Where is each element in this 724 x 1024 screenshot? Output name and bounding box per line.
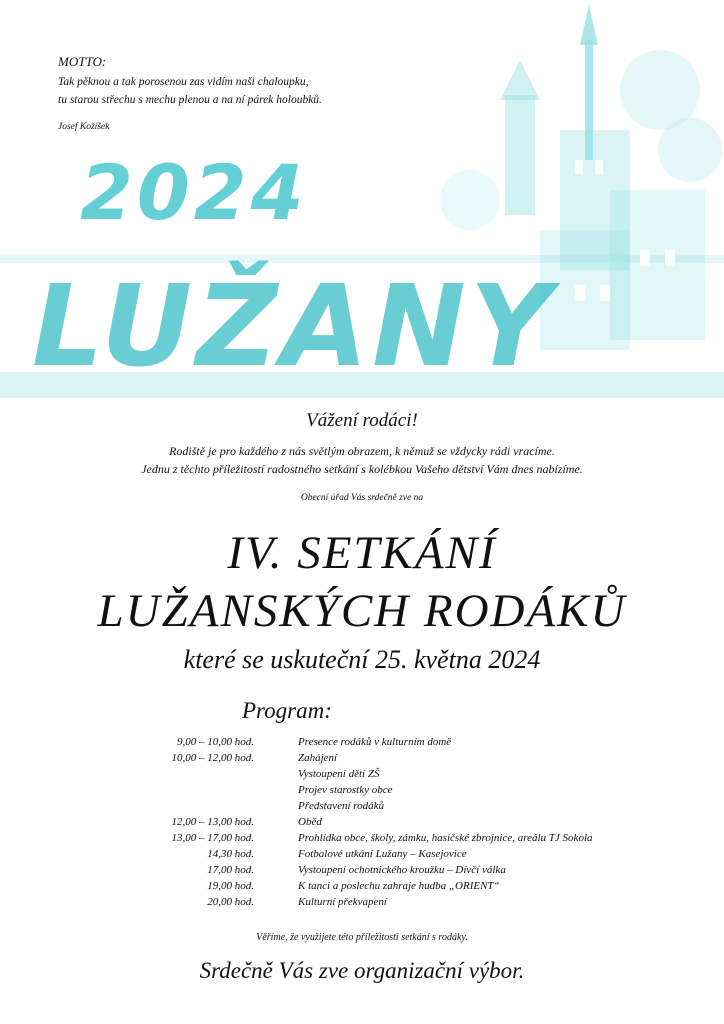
- program-time: 9,00 – 10,00 hod.: [177, 736, 254, 748]
- signature-line: Srdečně Vás zve organizační výbor.: [199, 958, 525, 983]
- program-row: [120, 784, 680, 800]
- year-artwork: 2024: [80, 148, 308, 237]
- program-row: [120, 880, 680, 896]
- program-row: [120, 832, 680, 848]
- program-activity: Vystoupení ochotnického kroužku – Dívčí válka: [298, 864, 506, 876]
- program-activity: Fotbalové utkání Lužany – Kasejovice: [298, 848, 467, 860]
- program-activity: Prohlídka obce, školy, zámku, hasičské zbrojnice, areálu TJ Sokola: [298, 832, 593, 844]
- motto-line-2: tu starou střechu s mechu plenou a na ní párek holoubků.: [58, 94, 322, 106]
- village-name-artwork: LUŽANY: [32, 262, 555, 392]
- program-activity: Zahájení: [298, 752, 338, 764]
- program-row: [120, 816, 680, 832]
- motto-line-1: Tak pěknou a tak porosenou zas vidím naši chaloupku,: [58, 76, 309, 88]
- program-heading: Program:: [242, 698, 332, 723]
- program-activity: Oběd: [298, 816, 322, 828]
- program-time: 13,00 – 17,00 hod.: [171, 832, 254, 844]
- program-activity: Projev starostky obce: [298, 784, 393, 796]
- event-date: které se uskuteční 25. května 2024: [183, 645, 541, 674]
- program-schedule: [120, 736, 680, 912]
- program-activity: K tanci a poslechu zahraje hudba „ORIENT“: [298, 880, 500, 892]
- program-row: [120, 736, 680, 752]
- motto-author: Josef Kožíšek: [58, 122, 110, 132]
- program-time: 17,00 hod.: [207, 864, 254, 876]
- intro-line-1: Rodiště je pro každého z nás světlým obrazem, k němuž se vždycky rádi vracíme.: [169, 444, 555, 458]
- program-row: [120, 800, 680, 816]
- program-row: [120, 864, 680, 880]
- program-row: [120, 896, 680, 912]
- program-time: 19,00 hod.: [207, 880, 254, 892]
- program-activity: Představení rodáků: [298, 800, 385, 812]
- program-time: 20,00 hod.: [207, 896, 254, 908]
- program-activity: Kulturní překvapení: [298, 896, 387, 908]
- intro-line-2: Jednu z těchto příležitostí radostného setkání s kolébkou Vašeho dětství Vám dnes nabízíme.: [141, 462, 583, 476]
- invitation-text: Obecní úřad Vás srdečně zve na: [300, 493, 424, 503]
- closing-text: Věříme, že využijete této příležitosti setkání s rodáky.: [256, 932, 468, 943]
- greeting-heading: Vážení rodáci!: [306, 410, 418, 431]
- program-row: [120, 848, 680, 864]
- motto-title: MOTTO:: [58, 54, 107, 69]
- program-row: [120, 752, 680, 768]
- program-row: [120, 768, 680, 784]
- event-title-line-1: IV. SETKÁNÍ: [227, 527, 497, 579]
- program-activity: Presence rodáků v kulturním domě: [298, 736, 452, 748]
- program-activity: Vystoupení dětí ZŠ: [298, 768, 380, 780]
- program-time: 12,00 – 13,00 hod.: [171, 816, 254, 828]
- program-time: 10,00 – 12,00 hod.: [171, 752, 254, 764]
- program-time: 14,30 hod.: [207, 848, 254, 860]
- event-title-line-2: LUŽANSKÝCH RODÁKŮ: [97, 585, 627, 637]
